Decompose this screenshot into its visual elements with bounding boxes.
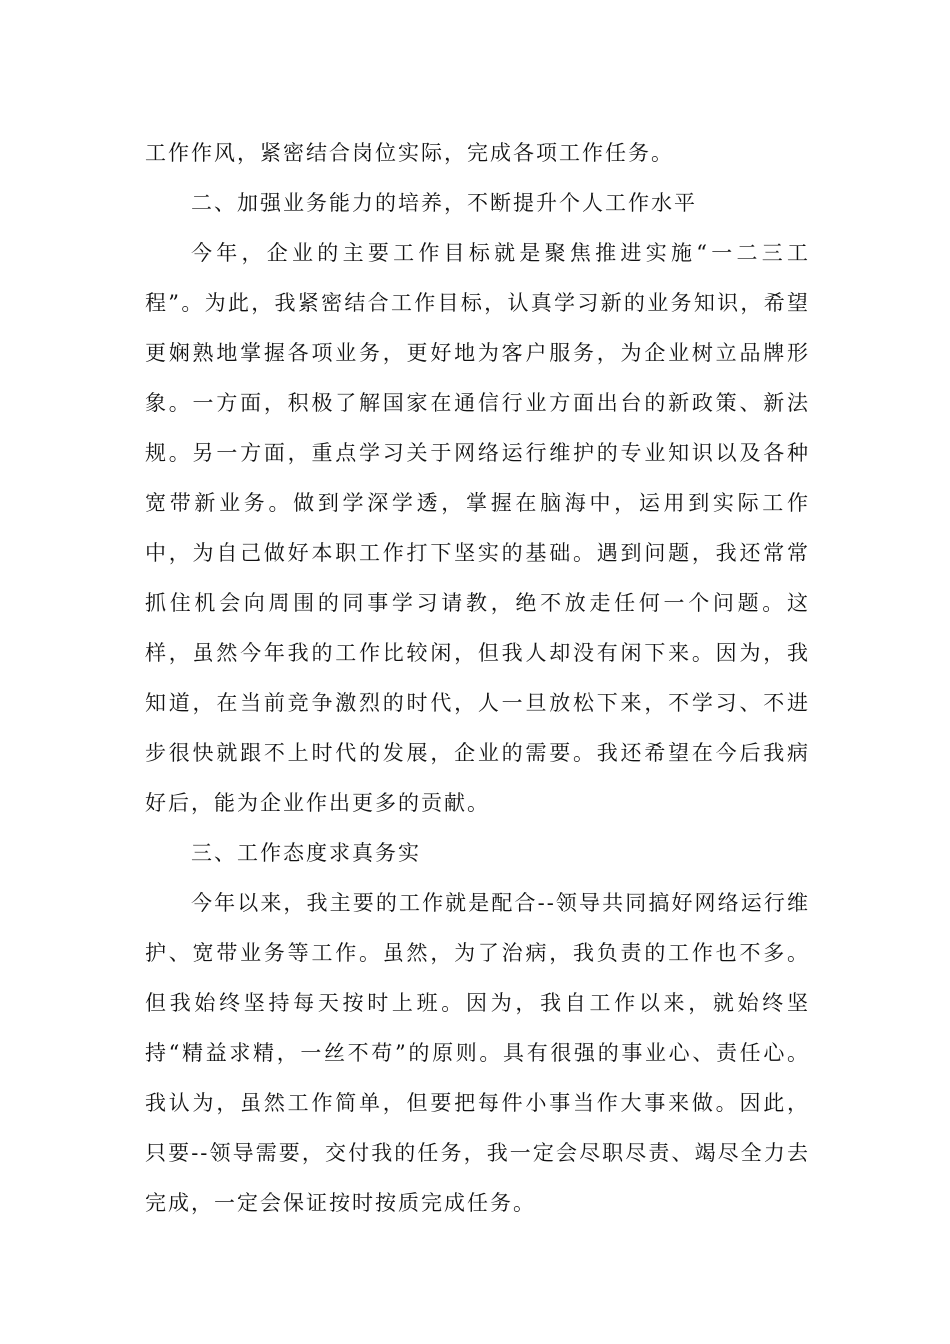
paragraph-section-three-body: 今年以来，我主要的工作就是配合--领导共同搞好网络运行维护、宽带业务等工作。虽然，为了治病，我负责的工作也不多。但我始终坚持每天按时上班。因为，我自工作以来，就始终坚持“精益求精，一丝不苟”的原则。具有很强的事业心、责任心。我认为，虽然工作简单，但要把每件小事当作大事来做。因此，只要--领导需要，交付我的任务，我一定会尽职尽责、竭尽全力去完成，一定会保证按时按质完成任务。 <box>145 891 810 1215</box>
paragraph-continuation: 工作作风，紧密结合岗位实际，完成各项工作任务。 <box>145 141 674 165</box>
paragraph-section-two-body: 今年，企业的主要工作目标就是聚焦推进实施“一二三工程”。为此，我紧密结合工作目标，认真学习新的业务知识，希望更娴熟地掌握各项业务，更好地为客户服务，为企业树立品牌形象。一方面，积极了解国家在通信行业方面出台的新政策、新法规。另一方面，重点学习关于网络运行维护的专业知识以及各种宽带新业务。做到学深学透，掌握在脑海中，运用到实际工作中，为自己做好本职工作打下坚实的基础。遇到问题，我还常常抓住机会向周围的同事学习请教，绝不放走任何一个问题。这样，虽然今年我的工作比较闲，但我人却没有闲下来。因为，我知道，在当前竞争激烈的时代，人一旦放松下来，不学习、不进步很快就跟不上时代的发展，企业的需要。我还希望在今后我病好后，能为企业作出更多的贡献。 <box>145 241 810 815</box>
section-heading-three: 三、工作态度求真务实 <box>191 841 421 865</box>
document-body <box>145 128 810 1228</box>
section-heading-two: 二、加强业务能力的培养，不断提升个人工作水平 <box>191 191 697 215</box>
